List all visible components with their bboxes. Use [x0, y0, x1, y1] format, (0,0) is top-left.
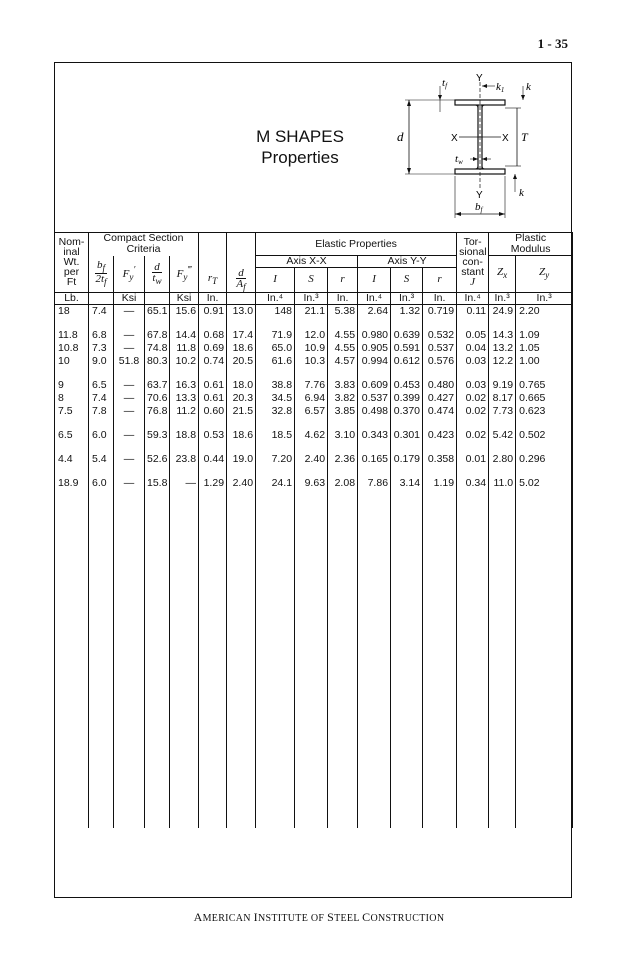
- table-cell: 10.9: [295, 342, 328, 355]
- table-cell: 7.20: [256, 453, 295, 466]
- table-cell: 18.0: [227, 379, 256, 392]
- table-cell: 0.61: [199, 379, 227, 392]
- table-row: [55, 453, 573, 466]
- table-cell: 0.427: [423, 392, 457, 405]
- table-cell: 6.0: [89, 429, 114, 442]
- header-Iy: I: [358, 268, 391, 293]
- table-cell: —: [114, 379, 145, 392]
- table-cell: 80.3: [145, 355, 170, 368]
- table-cell: 0.44: [199, 453, 227, 466]
- table-cell: 0.591: [391, 342, 423, 355]
- table-cell: —: [114, 453, 145, 466]
- table-cell: 12.0: [295, 329, 328, 342]
- table-cell: —: [114, 477, 145, 490]
- title-line-2: Properties: [261, 148, 339, 167]
- table-cell: 6.57: [295, 405, 328, 418]
- header-units-row: Lb. Ksi Ksi In. In.⁴ In.³ In. In.⁴ In.³ In. In.⁴ In.³ In.³: [55, 292, 573, 304]
- table-cell: 1.05: [516, 342, 573, 355]
- table-cell: 18.6: [227, 429, 256, 442]
- table-cell: 16.3: [170, 379, 199, 392]
- table-row: [55, 329, 573, 342]
- table-cell: 14.3: [489, 329, 516, 342]
- table-cell: 3.10: [328, 429, 358, 442]
- table-cell: 0.04: [457, 342, 489, 355]
- table-cell: 23.8: [170, 453, 199, 466]
- table-cell: 14.4: [170, 329, 199, 342]
- header-compact-section: Compact Section Criteria: [89, 233, 199, 256]
- header-bf-2tf: $\frac{b_f}{2t_f}$: [89, 256, 114, 293]
- table-cell: 0.165: [358, 453, 391, 466]
- table-cell: 74.8: [145, 342, 170, 355]
- table-cell: —: [170, 477, 199, 490]
- table-cell: 65.0: [256, 342, 295, 355]
- table-cell: 6.94: [295, 392, 328, 405]
- header-fy-triple-prime: $F_y^‴$: [170, 256, 199, 293]
- table-cell: —: [114, 405, 145, 418]
- spacer-row: [55, 466, 573, 477]
- table-cell: 6.5: [89, 379, 114, 392]
- table-cell: 34.5: [256, 392, 295, 405]
- table-cell: 7.86: [358, 477, 391, 490]
- table-cell: 7.3: [89, 342, 114, 355]
- table-cell: 0.498: [358, 405, 391, 418]
- header-ry: r: [423, 268, 457, 293]
- table-cell: 0.639: [391, 329, 423, 342]
- page-number: 1 - 35: [537, 36, 568, 51]
- table-cell: 0.719: [423, 304, 457, 318]
- header-d-af: $\frac{d}{A_f}$: [227, 268, 256, 293]
- header-d-tw: $\frac{d}{t_w}$: [145, 256, 170, 293]
- table-cell: 11.8: [55, 329, 89, 342]
- table-cell: 0.474: [423, 405, 457, 418]
- header-Sy: S: [391, 268, 423, 293]
- table-row: [55, 379, 573, 392]
- table-row: [55, 392, 573, 405]
- table-cell: 0.05: [457, 329, 489, 342]
- table-cell: 0.537: [358, 392, 391, 405]
- table-cell: 11.2: [170, 405, 199, 418]
- table-row: [55, 355, 573, 368]
- table-cell: 3.85: [328, 405, 358, 418]
- table-row: [55, 304, 573, 318]
- header-nominal-weight: Nom- inal Wt. per Ft: [55, 233, 89, 293]
- label-y-bottom: Y: [476, 190, 483, 201]
- table-cell: 3.14: [391, 477, 423, 490]
- table-cell: 10.8: [55, 342, 89, 355]
- table-cell: 10: [55, 355, 89, 368]
- table-cell: 2.08: [328, 477, 358, 490]
- table-cell: 51.8: [114, 355, 145, 368]
- table-cell: 0.765: [516, 379, 573, 392]
- table-cell: 19.0: [227, 453, 256, 466]
- table-cell: 7.8: [89, 405, 114, 418]
- table-cell: 0.02: [457, 405, 489, 418]
- table-cell: 32.8: [256, 405, 295, 418]
- table-row: [55, 405, 573, 418]
- table-cell: 18.9: [55, 477, 89, 490]
- table-cell: 2.80: [489, 453, 516, 466]
- table-cell: 0.69: [199, 342, 227, 355]
- table-cell: 0.53: [199, 429, 227, 442]
- table-cell: 67.8: [145, 329, 170, 342]
- table-cell: 4.62: [295, 429, 328, 442]
- table-body: [55, 304, 573, 828]
- header-zx: $Z_x$: [489, 256, 516, 293]
- table-cell: 18.5: [256, 429, 295, 442]
- table-cell: 0.02: [457, 392, 489, 405]
- table-cell: 148: [256, 304, 295, 318]
- table-cell: 7.76: [295, 379, 328, 392]
- table-row: [55, 342, 573, 355]
- table-cell: 4.57: [328, 355, 358, 368]
- table-cell: 70.6: [145, 392, 170, 405]
- table-cell: 12.2: [489, 355, 516, 368]
- table-cell: 61.6: [256, 355, 295, 368]
- table-header: [55, 233, 573, 305]
- table-cell: 59.3: [145, 429, 170, 442]
- table-cell: 7.4: [89, 392, 114, 405]
- table-cell: 1.09: [516, 329, 573, 342]
- header-rT-top: [199, 233, 227, 268]
- table-cell: 0.612: [391, 355, 423, 368]
- table-cell: 6.8: [89, 329, 114, 342]
- table-cell: 0.301: [391, 429, 423, 442]
- table-cell: 0.358: [423, 453, 457, 466]
- table-cell: 4.55: [328, 329, 358, 342]
- table-cell: 15.6: [170, 304, 199, 318]
- table-cell: 0.60: [199, 405, 227, 418]
- table-cell: 0.68: [199, 329, 227, 342]
- label-x-right: X: [502, 133, 509, 144]
- table-cell: 52.6: [145, 453, 170, 466]
- spacer-row: [55, 418, 573, 429]
- table-cell: 0.179: [391, 453, 423, 466]
- m-shapes-properties-table: [54, 232, 573, 828]
- table-cell: 0.665: [516, 392, 573, 405]
- table-cell: 0.34: [457, 477, 489, 490]
- table-cell: 11.8: [170, 342, 199, 355]
- table-cell: 1.19: [423, 477, 457, 490]
- label-tw: tw: [455, 153, 463, 166]
- spacer-row: [55, 318, 573, 329]
- header-zy: $Z_y$: [516, 256, 573, 293]
- label-T: T: [521, 130, 528, 144]
- header-axis-yy: Axis Y-Y: [358, 256, 457, 268]
- label-k-top: k: [526, 81, 531, 93]
- table-row: [55, 429, 573, 442]
- table-cell: 0.537: [423, 342, 457, 355]
- table-cell: 0.905: [358, 342, 391, 355]
- table-cell: 18.8: [170, 429, 199, 442]
- table-cell: 0.576: [423, 355, 457, 368]
- table-cell: 5.4: [89, 453, 114, 466]
- table-cell: 2.20: [516, 304, 573, 318]
- m-shape-section-diagram: [395, 72, 560, 232]
- header-rx: r: [328, 268, 358, 293]
- table-cell: 15.8: [145, 477, 170, 490]
- page-title: [220, 126, 380, 168]
- table-cell: 0.11: [457, 304, 489, 318]
- table-cell: 18.6: [227, 342, 256, 355]
- table-cell: 13.2: [489, 342, 516, 355]
- table-cell: 21.1: [295, 304, 328, 318]
- table-cell: 10.3: [295, 355, 328, 368]
- header-rT: $r_T$: [199, 268, 227, 293]
- table-cell: 13.0: [227, 304, 256, 318]
- table-cell: 38.8: [256, 379, 295, 392]
- table-cell: 0.02: [457, 429, 489, 442]
- table-cell: 4.55: [328, 342, 358, 355]
- table-cell: 2.40: [295, 453, 328, 466]
- filler-row: [55, 490, 573, 828]
- table-cell: 0.502: [516, 429, 573, 442]
- table-cell: 7.5: [55, 405, 89, 418]
- table-cell: 9.0: [89, 355, 114, 368]
- table-cell: 8.17: [489, 392, 516, 405]
- table-cell: 13.3: [170, 392, 199, 405]
- table-cell: 0.03: [457, 379, 489, 392]
- table-cell: 20.3: [227, 392, 256, 405]
- table-cell: 11.0: [489, 477, 516, 490]
- label-y-top: Y: [476, 73, 483, 84]
- table-cell: 0.03: [457, 355, 489, 368]
- label-d: d: [397, 129, 404, 144]
- header-d-af-top: [227, 233, 256, 268]
- table-cell: 1.00: [516, 355, 573, 368]
- table-cell: 2.40: [227, 477, 256, 490]
- table-cell: 0.370: [391, 405, 423, 418]
- table-cell: 1.32: [391, 304, 423, 318]
- table-cell: 10.2: [170, 355, 199, 368]
- header-torsional-constant: Tor- sional con- stant J: [457, 233, 489, 293]
- table-cell: —: [114, 304, 145, 318]
- table-cell: 0.532: [423, 329, 457, 342]
- label-k1: k1: [496, 81, 505, 94]
- table-cell: 17.4: [227, 329, 256, 342]
- table-cell: 71.9: [256, 329, 295, 342]
- header-axis-xx: Axis X-X: [256, 256, 358, 268]
- table-cell: 0.623: [516, 405, 573, 418]
- table-cell: 0.74: [199, 355, 227, 368]
- table-cell: 18: [55, 304, 89, 318]
- table-cell: 0.296: [516, 453, 573, 466]
- publisher-footer: AMERICAN INSTITUTE OF STEEL CONSTRUCTION: [193, 910, 445, 924]
- table-cell: 20.5: [227, 355, 256, 368]
- table-cell: 24.1: [256, 477, 295, 490]
- label-x-left: X: [451, 133, 458, 144]
- table-cell: 0.91: [199, 304, 227, 318]
- spacer-row: [55, 442, 573, 453]
- table-cell: 0.423: [423, 429, 457, 442]
- table-cell: 0.343: [358, 429, 391, 442]
- spacer-row: [55, 368, 573, 379]
- table-cell: 2.64: [358, 304, 391, 318]
- table-cell: 5.02: [516, 477, 573, 490]
- table-row: [55, 477, 573, 490]
- label-bf: bf: [475, 201, 483, 214]
- table-cell: 9.63: [295, 477, 328, 490]
- header-elastic-properties: Elastic Properties: [256, 233, 457, 256]
- table-cell: 1.29: [199, 477, 227, 490]
- table-cell: —: [114, 392, 145, 405]
- table-cell: 65.1: [145, 304, 170, 318]
- table-cell: 0.994: [358, 355, 391, 368]
- table-cell: 0.399: [391, 392, 423, 405]
- table-cell: 2.36: [328, 453, 358, 466]
- header-fy-prime: $F_y'$: [114, 256, 145, 293]
- table-cell: 3.83: [328, 379, 358, 392]
- table-cell: 0.480: [423, 379, 457, 392]
- table-cell: 21.5: [227, 405, 256, 418]
- table-cell: 7.73: [489, 405, 516, 418]
- table-cell: 0.453: [391, 379, 423, 392]
- table-cell: 9.19: [489, 379, 516, 392]
- table-cell: 5.42: [489, 429, 516, 442]
- table-cell: 0.01: [457, 453, 489, 466]
- label-k-bottom: k: [519, 187, 524, 199]
- table-cell: —: [114, 342, 145, 355]
- label-tf: tf: [442, 77, 448, 90]
- table-cell: 0.980: [358, 329, 391, 342]
- table-cell: 63.7: [145, 379, 170, 392]
- table-cell: 7.4: [89, 304, 114, 318]
- table-cell: 24.9: [489, 304, 516, 318]
- title-line-1: M SHAPES: [256, 127, 344, 146]
- table-cell: 4.4: [55, 453, 89, 466]
- header-plastic-modulus: Plastic Modulus: [489, 233, 573, 256]
- table-cell: 76.8: [145, 405, 170, 418]
- table-cell: 9: [55, 379, 89, 392]
- table-cell: —: [114, 329, 145, 342]
- table-cell: 6.0: [89, 477, 114, 490]
- table-cell: 0.609: [358, 379, 391, 392]
- table-cell: 5.38: [328, 304, 358, 318]
- table-cell: 8: [55, 392, 89, 405]
- table-cell: 6.5: [55, 429, 89, 442]
- header-Sx: S: [295, 268, 328, 293]
- table-cell: 0.61: [199, 392, 227, 405]
- table-cell: —: [114, 429, 145, 442]
- table-cell: 3.82: [328, 392, 358, 405]
- header-Ix: I: [256, 268, 295, 293]
